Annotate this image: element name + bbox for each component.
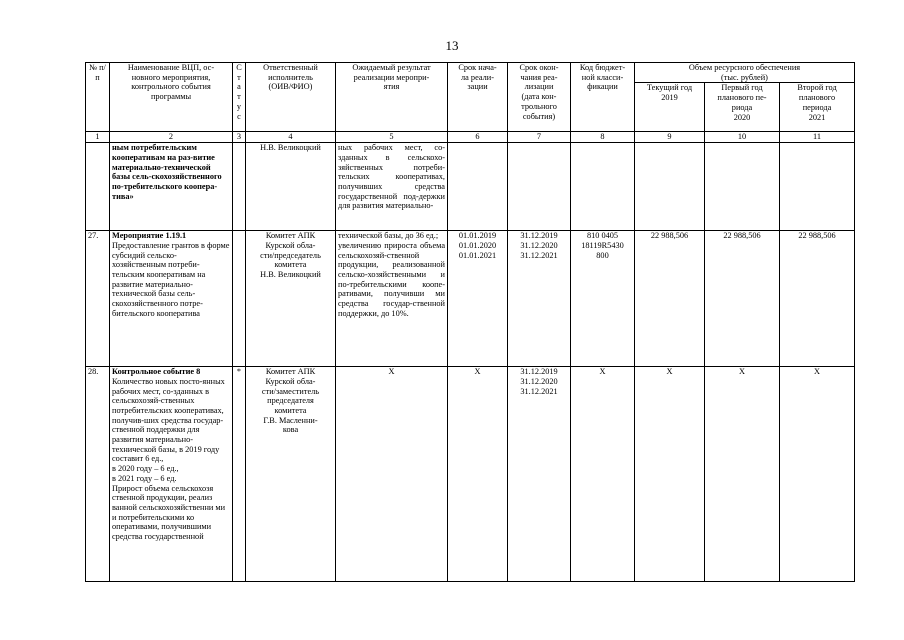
column-number: 1 bbox=[86, 132, 110, 143]
header-year-2020: Первый год планового пе- риода 2020 bbox=[705, 83, 780, 132]
header-end: Срок окон- чания реа- лизации (дата кон- трольного события) bbox=[508, 63, 571, 132]
header-resources: Объем ресурсного обеспечения (тыс. рублей) bbox=[635, 63, 855, 83]
header-year-2019: Текущий год 2019 bbox=[635, 83, 705, 132]
row-name: Предоставление грантов в форме субсидий сельско-хозяйственным потреби-тельским кооперативам на развитие материально-технической базы сель-скохозяйственного потре-бительского кооператива bbox=[112, 240, 230, 318]
row-result: ных рабочих мест, со-зданных в сельскохо-зяйственных потреби-тельских кооперативах, получивших средства государственной под-держки для развития материально- bbox=[336, 143, 448, 231]
row-2019: Х bbox=[635, 367, 705, 582]
row-start bbox=[448, 143, 508, 231]
column-number: 11 bbox=[780, 132, 855, 143]
row-status bbox=[233, 231, 246, 367]
row-start: 01.01.2019 01.01.2020 01.01.2021 bbox=[448, 231, 508, 367]
row-start: Х bbox=[448, 367, 508, 582]
row-name-cell bbox=[110, 231, 233, 367]
row-num: 28. bbox=[86, 367, 110, 582]
row-responsible: Комитет АПК Курской обла- сти/председатель комитета Н.В. Великоцкий bbox=[246, 231, 336, 367]
row-2020 bbox=[705, 143, 780, 231]
row-name: Количество новых посто-янных рабочих мест, со-зданных в сельскохозяй-ственных потребительских кооперативах, получив-ших средства государ-ственной поддержки для развития материально-технической базы, в 2019 году составит 6 ед., в 2020 году – 6 ед., в 2021 году – 6 ед. Прирост объема сельскохозя ственной продукции, реализ ванной сельскохозяйственни ми и потребительскими ко оперативами, получившими средства государственной bbox=[112, 376, 226, 542]
table-row-continuation bbox=[86, 143, 855, 231]
row-responsible: Н.В. Великоцкий bbox=[246, 143, 336, 231]
row-name-title: Контрольное событие 8 bbox=[112, 367, 201, 377]
column-number: 5 bbox=[336, 132, 448, 143]
row-end: 31.12.2019 31.12.2020 31.12.2021 bbox=[508, 231, 571, 367]
header-num: № п/ п bbox=[86, 63, 110, 132]
row-code bbox=[571, 143, 635, 231]
row-2021: Х bbox=[780, 367, 855, 582]
row-2021: 22 988,506 bbox=[780, 231, 855, 367]
column-number: 2 bbox=[110, 132, 233, 143]
row-status bbox=[233, 143, 246, 231]
column-number: 6 bbox=[448, 132, 508, 143]
column-number-row bbox=[86, 132, 855, 143]
row-responsible: Комитет АПК Курской обла- сти/заместитель председателя комитета Г.В. Масленни- кова bbox=[246, 367, 336, 582]
row-num: 27. bbox=[86, 231, 110, 367]
row-name-title: Мероприятие 1.19.1 bbox=[112, 231, 187, 241]
column-number: 9 bbox=[635, 132, 705, 143]
row-result: технической базы, до 36 ед.; увеличению прироста объема сельскохозяй-ственной продукции, реализованной сельско-хозяйственными и по-требительскими коопе-ративами, получивши ми средства государ-ственной поддержки, до 10%. bbox=[336, 231, 448, 367]
column-number: 4 bbox=[246, 132, 336, 143]
row-2019: 22 988,506 bbox=[635, 231, 705, 367]
row-end: 31.12.2019 31.12.2020 31.12.2021 bbox=[508, 367, 571, 582]
row-name: ным потребительским кооперативам на раз-витие материально-технической базы сель-скохозяйственного по-требительского коопера-тива» bbox=[110, 143, 233, 231]
program-table bbox=[85, 62, 855, 582]
row-result: Х bbox=[336, 367, 448, 582]
header-status: С т а т у с bbox=[233, 63, 246, 132]
header-result: Ожидаемый результат реализации меропри- ятия bbox=[336, 63, 448, 132]
row-status: * bbox=[233, 367, 246, 582]
table-row-27 bbox=[86, 231, 855, 367]
header-year-2021: Второй год планового периода 2021 bbox=[780, 83, 855, 132]
row-2019 bbox=[635, 143, 705, 231]
row-num bbox=[86, 143, 110, 231]
column-number: 10 bbox=[705, 132, 780, 143]
row-name-cell bbox=[110, 367, 233, 582]
row-end bbox=[508, 143, 571, 231]
header-name: Наименование ВЦП, ос- новного мероприятия, контрольного события программы bbox=[110, 63, 233, 132]
row-code: Х bbox=[571, 367, 635, 582]
row-code: 810 0405 18119R5430 800 bbox=[571, 231, 635, 367]
table-row-28 bbox=[86, 367, 855, 582]
header-row bbox=[86, 63, 855, 83]
row-2021 bbox=[780, 143, 855, 231]
header-code: Код бюджет- ной класси- фикации bbox=[571, 63, 635, 132]
header-responsible: Ответственный исполнитель (ОИВ/ФИО) bbox=[246, 63, 336, 132]
column-number: 8 bbox=[571, 132, 635, 143]
row-2020: Х bbox=[705, 367, 780, 582]
column-number: 3 bbox=[233, 132, 246, 143]
page-number: 13 bbox=[445, 38, 459, 53]
header-start: Срок нача- ла реали- зации bbox=[448, 63, 508, 132]
column-number: 7 bbox=[508, 132, 571, 143]
row-2020: 22 988,506 bbox=[705, 231, 780, 367]
